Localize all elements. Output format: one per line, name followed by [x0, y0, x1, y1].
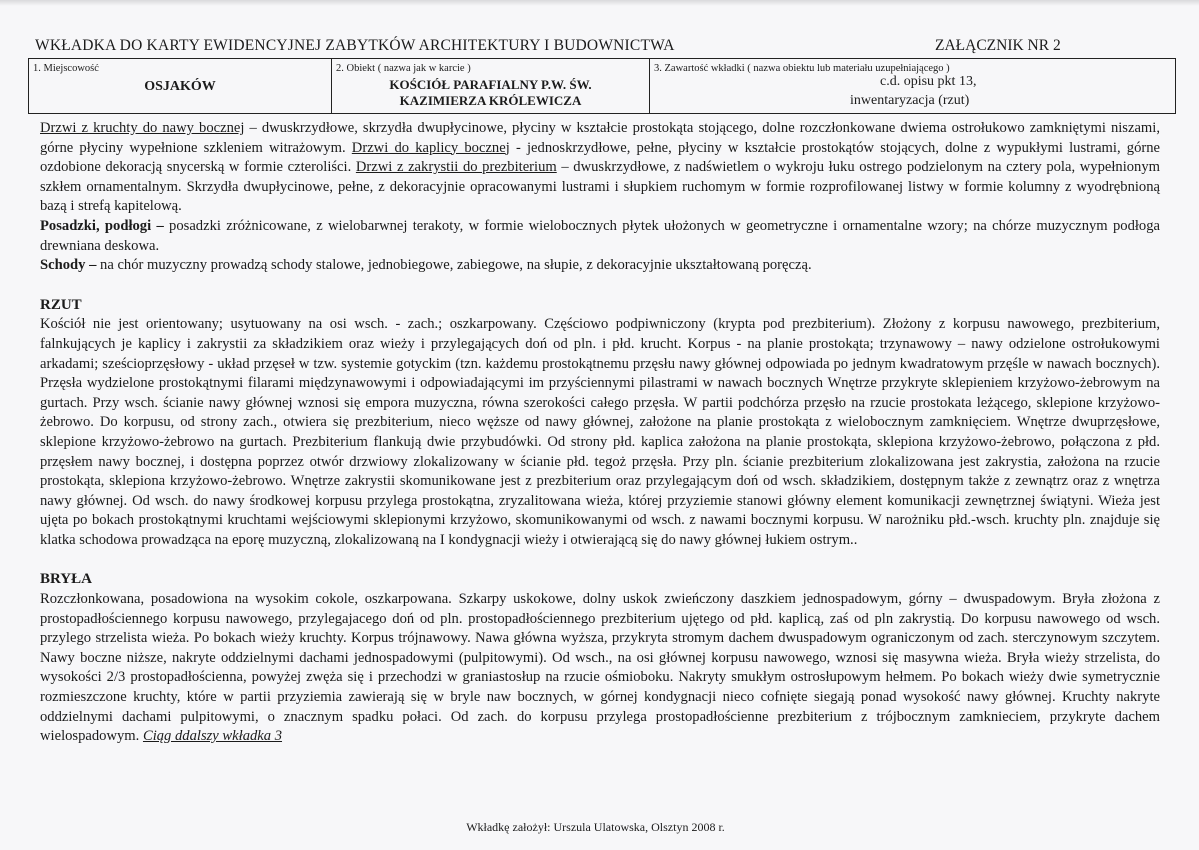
document-title: WKŁADKA DO KARTY EWIDENCYJNEJ ZABYTKÓW ARCHITEKTURY I BUDOWNICTWA: [35, 37, 675, 54]
floors-label: Posadzki, podłogi –: [40, 217, 164, 234]
locality-value: OSJAKÓW: [144, 79, 216, 94]
content-cell: [650, 59, 1175, 113]
chapel-door-text: - jednoskrzydłowe, pełne, płyciny w kształcie prostokątów stojących, dolne z wypukłymi lustrami, górne ozdobione dekoracją snycerską w formie czteroliści.: [40, 139, 1161, 176]
stairs-paragraph: [40, 256, 1160, 276]
mass-paragraph: [40, 590, 1160, 747]
object-value-line1: KOŚCIÓŁ PARAFIALNY P.W. ŚW.: [389, 77, 592, 92]
scan-edge: [0, 0, 1199, 6]
sacristy-door-text: – dwuskrzydłowe, z nadświetlem o wykroju łuku ostrego podzielonym na cztery pola, wypełnionym szkłem ornamentalnym. Skrzydła dwupłycinowe, pełne, z dekoracyjnie opracowanymi lustrami i słupkiem ruchomym w formie rozprofilowanej listwy w formie kolumny z wyodrębnioną bazą i strefą kapitelową.: [40, 159, 1160, 215]
object-label: 2. Obiekt ( nazwa jak w karcie ): [336, 63, 471, 74]
footer-text: Wkładkę założył: Urszula Ulatowska, Olsztyn 2008 r.: [466, 820, 725, 834]
chapel-door-label: Drzwi do kaplicy bocznej: [351, 139, 510, 156]
porch-door-label: Drzwi z kruchty do nawy bocznej: [40, 120, 245, 136]
floors-text: posadzki zróżnicowane, z wielobarwnej terakoty, w formie wielobocznych płytek ułożonych w geometryczne i ornamentalne wzory; na chórze muzycznym podłoga drewniana deskowa.: [40, 217, 1160, 254]
annex-number: ZAŁĄCZNIK NR 2: [935, 37, 1061, 54]
mass-text: Rozczłonkowana, posadowiona na wysokim cokole, oszkarpowana. Szkarpy uskokowe, dolny uskok zwieńczony daszkiem jednospadowym, górny – dwuspadowym. Bryła złożona z prostopadłościennego korpusu nawowego, przylegajacego doń od pln. prostopadłościennego prezbiterium ujętego od płd. kaplicą, zaś od pln zakrystią. Do korpusu nawowego od wsch. przylego strzelista wieża. Po bokach wieży kruchty. Korpus trójnawowy. Nawa główna wyższa, przykryta stromym dachem dwuspadowym ograniczonym od zach. sterczynowym szczytem. Nawy boczne niższe, nakryte oddzielnymi dachami jednospadowymi (pulpitowymi). Od wsch., na osi głównej korpusu nawowego, wznosi się masywna wieża. Bryła wieży strzelista, do wysokości 2/3 prostopadłościenna, powyżej zwęża się i przechodzi w graniastosłup na rzucie ośmioboku. Nakryty smukłym ostrosłupowym hełmem. Po bokach wieży dwie symetrycznie rozmieszczone kruchty, które w partii przyziemia zawierają się w bryle naw bocznych, w górnej kondygnacji nieco cofnięte siegają ponad wysokość nawy głównej. Kruchty nakryte oddzielnymi dachami pulpitowymi, o znacznym spadku połaci. Od zach. do korpusu przylega prostopadłościenne prezbiterium z trójbocznym zamknieciem, przykryte dachem wielospadowym.: [40, 591, 1160, 745]
plan-heading: RZUT: [40, 296, 82, 313]
porch-door-text: – dwuskrzydłowe, skrzydła dwupłycinowe, płyciny w kształcie prostokąta stojącego, dolne rozczłonkowane dwiema ostrołukowo zamkniętymi niszami, górne płyciny wypełnione szkleniem witrażowym.: [40, 120, 1160, 156]
stairs-label: Schody –: [40, 257, 97, 274]
footer-note: [0, 820, 1199, 835]
doors-paragraph: [40, 119, 1160, 217]
sacristy-door-label: Drzwi z zakrystii do prezbiterium: [355, 159, 557, 176]
content-value-line2: inwentaryzacja (rzut): [850, 93, 970, 108]
object-value-line2: KAZIMIERZA KRÓLEWICZA: [399, 93, 582, 108]
locality-label: 1. Miejscowość: [33, 63, 99, 74]
continuation-link[interactable]: Ciąg ddalszy wkładka 3: [142, 728, 283, 745]
mass-heading: BRYŁA: [40, 571, 92, 588]
floors-paragraph: [40, 217, 1160, 256]
content-value-line1: c.d. opisu pkt 13,: [880, 74, 977, 89]
description-body: [40, 119, 1160, 747]
header-fields-table: [28, 58, 1176, 114]
locality-cell: [29, 59, 332, 113]
stairs-text: na chór muzyczny prowadzą schody stalowe, jednobiegowe, zabiegowe, na słupie, z dekoracyjnie ukształtowaną poręczą.: [96, 257, 812, 274]
content-label: 3. Zawartość wkładki ( nazwa obiektu lub materiału uzupełniającego ): [654, 63, 950, 74]
plan-paragraph: Kościół nie jest orientowany; usytuowany na osi wsch. - zach.; oszkarpowany. Częściowo podpiwniczony (krypta pod prezbiterium). Złożony z korpusu nawowego, prezbiterium, falnkujących je kaplicy i zakrystii za składzikiem oraz wieży i przylegających doń od pln. i płd. krucht. Korpus - na planie prostokąta; trzynawowy – nawy odzielone ostrołukowymi arkadami; sześcioprzęsłowy - układ przęseł w tzw. systemie gotyckim (tzn. każdemu prostokątnemu przęsłu nawy głównej odpowiada po jednym kwadratowym przęśle w nawach bocznych). Przęsła wydzielone prostokątnymi filarami międzynawowymi i odpowiadającymi im przyściennymi pilastrami w nawach bocznych Wnętrze przykryte sklepieniem krzyżowo-żebrowym na gurtach. Przy wsch. ścianie nawy głównej wznosi się empora muzyczna, równa szerokości całego przęsła. W partii podchórza przęsło na rzucie prostokata leżącego, sklepione krzyżowo-żebrowo. Do korpusu, od strony zach., otwiera się prezbiterium, nieco węższe od nawy głównej, założone na planie prostokąta z wielobocznym zamknięciem. Wnętrze dwuprzęsłowe, sklepione krzyżowo-żebrowo na gurtach. Prezbiterium flankują dwie przybudówki. Od strony płd. kaplica założona na planie prostokąta, sklepiona krzyżowo-żebrowo, połączona z płd. przęsłem nawy bocznej, i dostępna poprzez otwór drzwiowy zlokalizowany w ścianie płd. tegoż przęsła. Przy pln. ścianie prezbiterium zlokalizowana jest zakrystia, założona na rzucie prostokąta, sklepiona krzyżowo-żebrowo. Wnętrze zakrystii skomunikowane jest z prezbiterium oraz przylegającym doń od wsch. składzikiem, dostępnym także z zewnątrz oraz z wnętrza nawy głównej. Od wsch. do nawy środkowej korpusu przylega prostokątna, zryzalitowana wieża, której przyziemie stanowi główny element komunikacji zewnętrznej świątyni. Wieża jest ujęta po bokach prostokątnymi kruchtami wejściowymi sklepionymi krzyżowo, skomunikowanymi od wsch. z nawami bocznymi korpusu. W narożniku płd.-wsch. kruchty pln. znajduje się klatka schodowa prowadząca na eporę muzyczną, zlokalizowaną na I kondygnacji wieży i otwierającą się do nawy głównej łukiem ostrym..: [40, 316, 1160, 548]
object-cell: [332, 59, 650, 113]
